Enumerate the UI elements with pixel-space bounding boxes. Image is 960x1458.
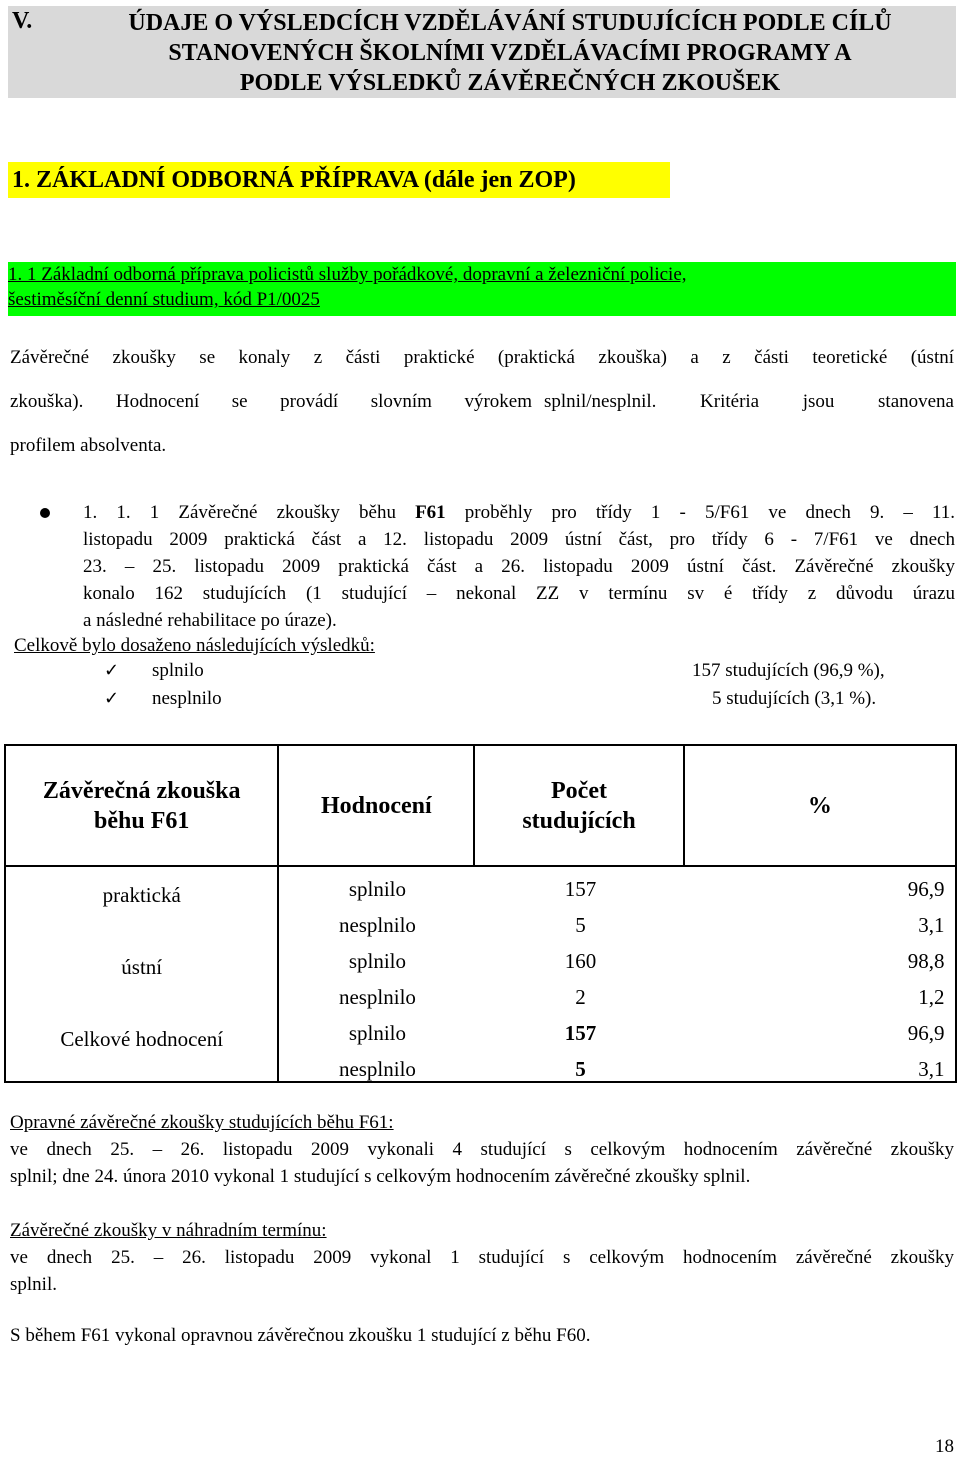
header-line: běhu F61: [94, 807, 190, 834]
checkmark-icon: ✓: [104, 688, 120, 709]
cell-count: 2: [575, 985, 586, 1009]
cell-evaluation: nesplnilo: [338, 1057, 416, 1081]
substitute-line: splnil.: [10, 1274, 57, 1295]
chapter-number: V.: [12, 8, 33, 34]
cell-count: 157: [564, 1021, 597, 1045]
table-header-row: [5, 745, 956, 866]
result-label: splnilo: [152, 660, 204, 681]
cell-evaluation: splnilo: [348, 949, 407, 973]
intro-line-part: splnil/nesplnil. Kritéria jsou stanovena: [544, 391, 954, 412]
result-row: [104, 688, 954, 716]
substitute-title: Závěrečné zkoušky v náhradním termínu:: [10, 1220, 327, 1241]
intro-line: Závěrečné zkoušky se konaly z části praktické (praktická zkouška) a z části teoretické (ústní: [10, 347, 954, 368]
cell-count: 5: [575, 1057, 586, 1081]
header-line: Závěrečná zkouška: [42, 777, 241, 804]
cell-percent: 3,1: [918, 913, 945, 937]
cell-percent: 3,1: [918, 1057, 945, 1081]
result-label: nesplnilo: [152, 688, 222, 709]
subsection-heading-line: 1. 1 Základní odborná příprava policistů služby pořádkové, dopravní a železniční policie,: [8, 264, 687, 285]
substitute-section: [10, 1217, 954, 1298]
cell-percent: 96,9: [907, 877, 945, 901]
section-heading: 1. ZÁKLADNÍ ODBORNÁ PŘÍPRAVA (dále jen ZOP): [8, 162, 670, 198]
intro-line: [10, 380, 954, 424]
header-line: %: [807, 792, 832, 819]
table-header-percent: [684, 745, 956, 866]
cell-count: 5: [575, 913, 586, 937]
checkmark-icon: ✓: [104, 660, 120, 681]
cell-percent: 1,2: [918, 985, 945, 1009]
substitute-line: ve dnech 25. – 26. listopadu 2009 vykonal 1 studující s celkovým hodnocením závěrečné zkoušky: [10, 1247, 954, 1268]
bullet-line: listopadu 2009 praktická část a 12. listopadu 2009 ústní část, pro třídy 6 - 7/F61 ve dnech: [83, 529, 955, 550]
chapter-title-line: STANOVENÝCH ŠKOLNÍMI VZDĚLÁVACÍMI PROGRAMY A: [168, 40, 852, 66]
group-name: Celkové hodnocení: [60, 1027, 224, 1051]
cell-evaluation: splnilo: [348, 1021, 407, 1045]
intro-line: profilem absolventa.: [10, 435, 167, 456]
cell-evaluation: nesplnilo: [338, 985, 416, 1009]
bullet-line: [83, 499, 955, 526]
bullet-course-code: F61: [415, 502, 446, 523]
chapter-title: [70, 8, 950, 98]
chapter-title-line: PODLE VÝSLEDKŮ ZÁVĚREČNÝCH ZKOUŠEK: [239, 70, 781, 96]
bullet-text: proběhly pro třídy 1 - 5/F61 ve dnech 9. – 11.: [445, 502, 955, 523]
table-group-names: [5, 866, 278, 1082]
result-row: [104, 660, 954, 688]
cell-count: 157: [564, 877, 597, 901]
table-header-evaluation: [278, 745, 474, 866]
bullet-line: konalo 162 studujících (1 studující – nekonal ZZ v termínu sv é třídy z důvodu úrazu: [83, 583, 955, 604]
cell-evaluation: splnilo: [348, 877, 407, 901]
retake-line: ve dnech 25. – 26. listopadu 2009 vykonali 4 studující s celkovým hodnocením závěrečné zkoušky: [10, 1139, 954, 1160]
subsection-heading-line: šestiměsíční denní studium, kód P1/0025: [8, 289, 320, 310]
group-name: ústní: [121, 955, 163, 979]
table-body-row: [5, 866, 956, 1082]
cell-evaluation: nesplnilo: [338, 913, 416, 937]
table-values: [278, 866, 956, 1082]
retake-section: [10, 1109, 954, 1190]
results-intro: Celkově bylo dosaženo následujících výsledků:: [14, 635, 375, 656]
chapter-heading: [8, 6, 956, 98]
cell-percent: 98,8: [907, 949, 945, 973]
bullet-line: 23. – 25. listopadu 2009 praktická část a 26. listopadu 2009 ústní část. Závěrečné zkoušky: [83, 556, 955, 577]
final-note: S během F61 vykonal opravnou závěrečnou zkoušku 1 studující z běhu F60.: [10, 1325, 591, 1346]
page-number: 18: [935, 1436, 954, 1457]
table-header-exam: [5, 745, 278, 866]
retake-title: Opravné závěrečné zkoušky studujících běhu F61:: [10, 1112, 394, 1133]
result-value: 157 studujících (96,9 %),: [692, 660, 885, 681]
intro-line-part: zkouška). Hodnocení se provádí slovním výrokem: [10, 391, 532, 412]
results-list: [104, 660, 954, 716]
bullet-line: a následné rehabilitace po úraze).: [83, 610, 337, 631]
header-line: Hodnocení: [320, 792, 432, 819]
subsection-heading: [8, 262, 956, 316]
bullet-text: 1. 1. 1 Závěrečné zkoušky běhu: [83, 502, 416, 523]
cell-percent: 96,9: [907, 1021, 945, 1045]
results-table: [4, 744, 957, 1083]
header-line: Počet: [551, 777, 607, 804]
table-header-count: [474, 745, 684, 866]
header-line: studujících: [522, 807, 636, 834]
cell-count: 160: [564, 949, 597, 973]
group-name: praktická: [102, 883, 181, 907]
result-value: 5 studujících (3,1 %).: [712, 688, 877, 709]
bullet-paragraph: [83, 499, 955, 634]
intro-paragraph: [10, 336, 954, 468]
retake-line: splnil; dne 24. února 2010 vykonal 1 studující s celkovým hodnocením závěrečné zkoušky splnil.: [10, 1166, 751, 1187]
bullet-dot-icon: [40, 508, 50, 518]
chapter-title-line: ÚDAJE O VÝSLEDCÍCH VZDĚLÁVÁNÍ STUDUJÍCÍCH PODLE CÍLŮ: [128, 10, 892, 36]
